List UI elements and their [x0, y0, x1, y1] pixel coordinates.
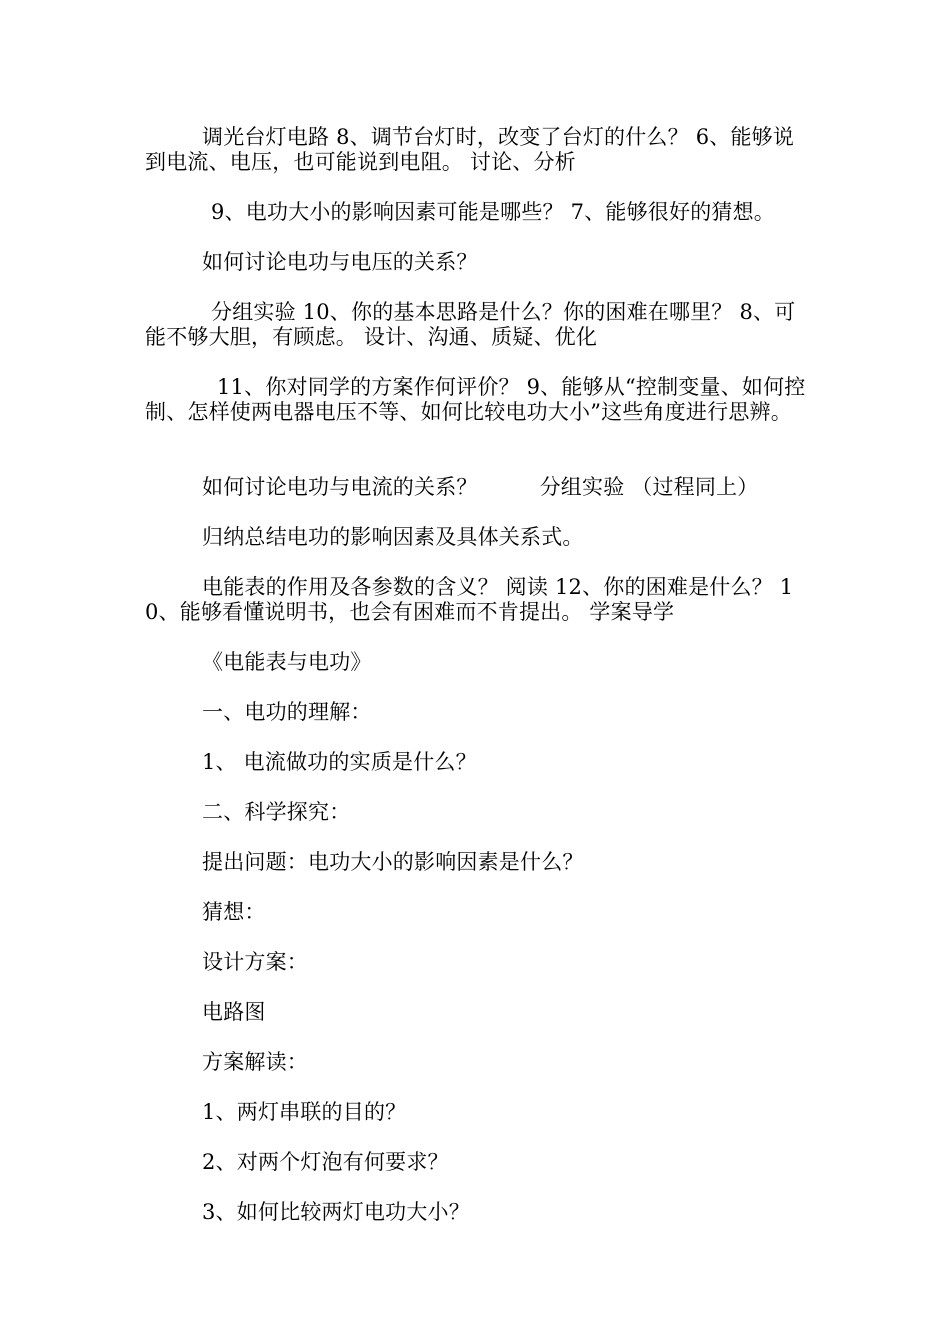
question-compare-work: 3、如何比较两灯电功大小？ [202, 1200, 470, 1224]
label-circuit-diagram: 电路图 [202, 1000, 266, 1024]
paragraph-group-experiment: 分组实验 10、你的基本思路是什么？你的困难在哪里？ 8、可能不够大胆，有顾虑。 设计、沟通、质疑、优化 [145, 300, 796, 349]
question-raise: 提出问题：电功大小的影响因素是什么？ [202, 850, 584, 874]
section-title-meter-and-work: 《电能表与电功》 [202, 650, 372, 674]
paragraph-voltage-question: 如何讨论电功与电压的关系？ [202, 250, 478, 274]
paragraph-current-question [145, 475, 810, 500]
paragraph-evaluation: 11、你对同学的方案作何评价？ 9、能够从“控制变量、如何控制、怎样使两电器电压不等、如何比较电功大小”这些角度进行思辨。 [145, 375, 806, 424]
label-design-plan: 设计方案： [202, 950, 308, 974]
paragraph-dimmer-lamp: 调光台灯电路 8、调节台灯时，改变了台灯的什么？ 6、能够说到电流、电压，也可能说到电阻。 讨论、分析 [145, 125, 795, 174]
group-experiment-same: 分组实验 （过程同上） [539, 475, 759, 499]
paragraph-summary: 归纳总结电功的影响因素及具体关系式。 [202, 525, 584, 549]
current-question-text: 如何讨论电功与电流的关系？ [202, 475, 478, 499]
heading-inquiry: 二、科学探究： [202, 800, 351, 824]
question-bulb-requirements: 2、对两个灯泡有何要求？ [202, 1150, 449, 1174]
paragraph-factors-guess: 9、电功大小的影响因素可能是哪些？ 7、能够很好的猜想。 [211, 200, 775, 224]
label-guess: 猜想： [202, 900, 266, 924]
paragraph-energy-meter: 电能表的作用及各参数的含义？ 阅读 12、你的困难是什么？ 10、能够看懂说明书，也会有困难而不肯提出。 学案导学 [145, 575, 794, 624]
heading-understanding: 一、电功的理解： [202, 700, 372, 724]
question-essence: 1、 电流做功的实质是什么？ [202, 750, 477, 774]
question-series-purpose: 1、两灯串联的目的？ [202, 1100, 407, 1124]
label-plan-interpretation: 方案解读： [202, 1050, 308, 1074]
